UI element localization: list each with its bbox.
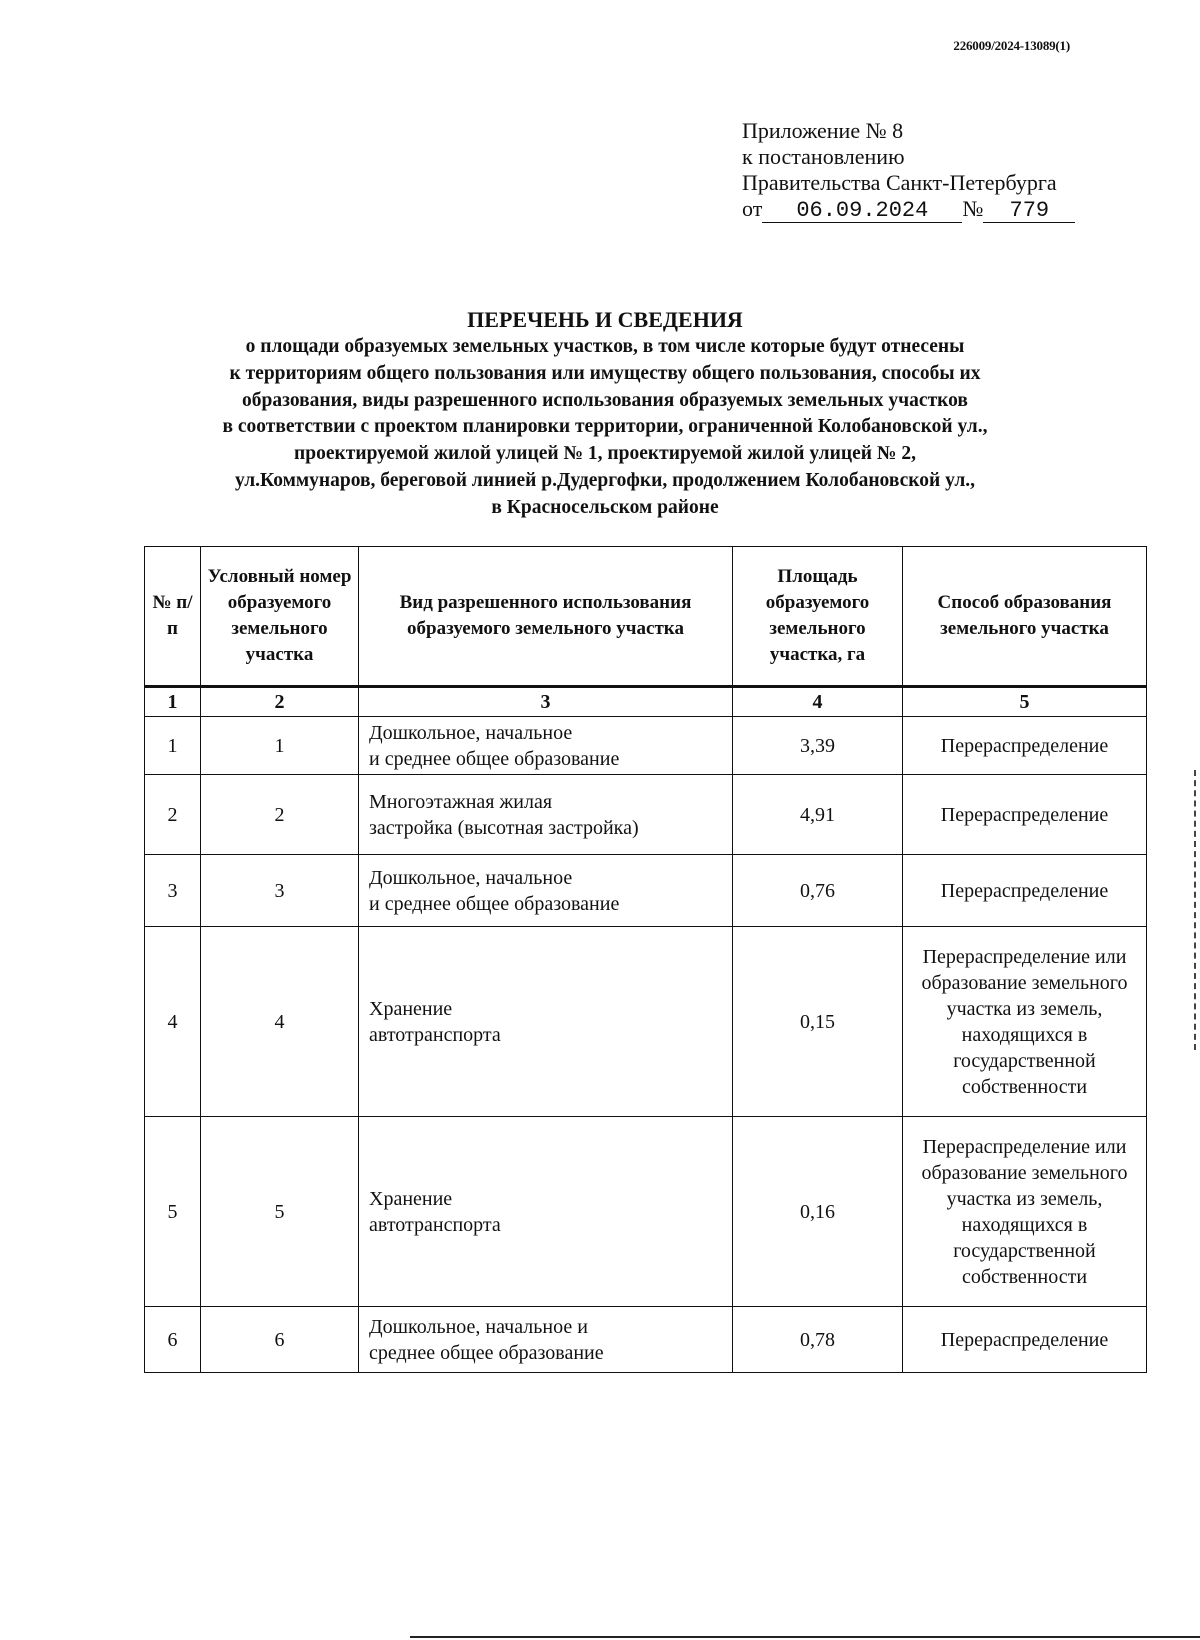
land-plots-table — [144, 546, 1147, 1373]
table-row — [145, 1307, 1147, 1373]
title-line: в Красносельском районе — [491, 496, 719, 518]
permitted-use-line: Хранение — [369, 1187, 453, 1210]
table-row — [145, 775, 1147, 855]
column-number: 3 — [359, 687, 733, 717]
column-number: 4 — [733, 687, 903, 717]
appendix-date-line — [742, 196, 1075, 223]
column-number: 1 — [145, 687, 201, 717]
permitted-use-line: и среднее общее образование — [369, 892, 620, 915]
appendix-number: Приложение № 8 — [742, 118, 904, 143]
title-line: о площади образуемых земельных участков, в том числе которые будут отнесены — [245, 336, 965, 357]
plot-area: 0,16 — [733, 1117, 903, 1307]
permitted-use — [359, 1117, 733, 1307]
row-number: 1 — [145, 717, 201, 775]
appendix-block — [742, 118, 1075, 223]
header-formation-method: Способ образования земельного участка — [903, 547, 1147, 687]
formation-method: Перераспределение — [903, 717, 1147, 775]
table-row — [145, 855, 1147, 927]
permitted-use-line: Дошкольное, начальное — [369, 866, 573, 889]
resolution-number: 779 — [983, 200, 1075, 223]
title-heading: ПЕРЕЧЕНЬ И СВЕДЕНИЯ — [467, 307, 743, 332]
permitted-use-line: и среднее общее образование — [369, 747, 620, 770]
formation-method: Перераспределение — [903, 855, 1147, 927]
permitted-use — [359, 1307, 733, 1373]
header-row-number: № п/п — [145, 547, 201, 687]
document-title — [130, 306, 1080, 522]
permitted-use — [359, 717, 733, 775]
number-label: № — [962, 196, 984, 221]
plot-area: 0,78 — [733, 1307, 903, 1373]
header-plot-id: Условный номер образуемого земельного участка — [201, 547, 359, 687]
scan-bottom-edge — [410, 1636, 1200, 1638]
document-registration-number: 226009/2024-13089(1) — [953, 38, 1070, 53]
from-label: от — [742, 196, 763, 221]
plot-id: 2 — [201, 775, 359, 855]
plot-area: 0,76 — [733, 855, 903, 927]
resolution-date: 06.09.2024 — [762, 200, 962, 223]
plot-area: 4,91 — [733, 775, 903, 855]
formation-method: Перераспределение или образование земельного участка из земель, находящихся в государственной собственности — [903, 927, 1147, 1117]
appendix-government: Правительства Санкт-Петербурга — [742, 170, 1057, 195]
plot-id: 5 — [201, 1117, 359, 1307]
plot-id: 4 — [201, 927, 359, 1117]
title-line: ул.Коммунаров, береговой линией р.Дудергофки, продолжением Колобановской ул., — [234, 469, 976, 491]
permitted-use — [359, 927, 733, 1117]
permitted-use-line: Дошкольное, начальное и — [369, 1315, 588, 1338]
title-line: проектируемой жилой улицей № 1, проектируемой жилой улицей № 2, — [294, 443, 916, 465]
column-number: 2 — [201, 687, 359, 717]
header-area: Площадь образуемого земельного участка, га — [733, 547, 903, 687]
column-numbers-row — [145, 687, 1147, 717]
permitted-use-line: Хранение — [369, 997, 453, 1020]
permitted-use — [359, 855, 733, 927]
permitted-use-line: Дошкольное, начальное — [369, 721, 573, 744]
permitted-use-line: автотранспорта — [369, 1213, 501, 1236]
header-permitted-use: Вид разрешенного использования образуемого земельного участка — [359, 547, 733, 687]
title-line: в соответствии с проектом планировки территории, ограниченной Колобановской ул., — [222, 416, 988, 438]
row-number: 5 — [145, 1117, 201, 1307]
formation-method: Перераспределение — [903, 775, 1147, 855]
plot-id: 1 — [201, 717, 359, 775]
row-number: 3 — [145, 855, 201, 927]
plot-id: 3 — [201, 855, 359, 927]
row-number: 6 — [145, 1307, 201, 1373]
title-line: к территориям общего пользования или имуществу общего пользования, способы их — [229, 362, 981, 384]
table-row — [145, 1117, 1147, 1307]
table-header-row — [145, 547, 1147, 687]
table-row — [145, 717, 1147, 775]
formation-method: Перераспределение или образование земельного участка из земель, находящихся в государственной собственности — [903, 1117, 1147, 1307]
permitted-use-line: застройка (высотная застройка) — [369, 816, 639, 839]
plot-area: 3,39 — [733, 717, 903, 775]
permitted-use-line: среднее общее образование — [369, 1341, 604, 1364]
table-row — [145, 927, 1147, 1117]
permitted-use-line: автотранспорта — [369, 1023, 501, 1046]
permitted-use — [359, 775, 733, 855]
row-number: 2 — [145, 775, 201, 855]
plot-id: 6 — [201, 1307, 359, 1373]
appendix-to-resolution: к постановлению — [742, 144, 905, 169]
formation-method: Перераспределение — [903, 1307, 1147, 1373]
scan-edge-mark — [1194, 770, 1200, 1050]
plot-area: 0,15 — [733, 927, 903, 1117]
title-line: образования, виды разрешенного использования образуемых земельных участков — [242, 389, 968, 411]
column-number: 5 — [903, 687, 1147, 717]
permitted-use-line: Многоэтажная жилая — [369, 790, 553, 813]
row-number: 4 — [145, 927, 201, 1117]
